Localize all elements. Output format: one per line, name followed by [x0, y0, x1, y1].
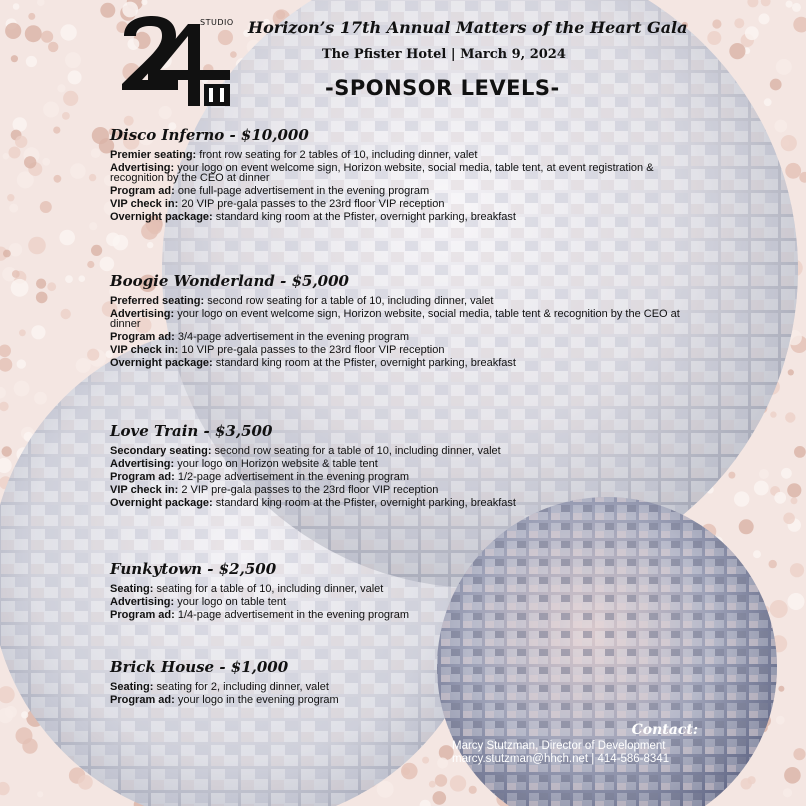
benefit-item [110, 498, 700, 508]
benefit-item [110, 472, 700, 482]
benefit-item [110, 597, 700, 607]
benefit-label: Advertising: [110, 308, 175, 320]
benefit-item [110, 358, 700, 368]
benefit-label: Overnight package: [110, 211, 213, 223]
benefit-text: your logo on event welcome sign, Horizon website, social media, table tent & recognition by the CEO at dinner [110, 308, 680, 330]
benefit-text: your logo in the evening program [174, 694, 339, 706]
benefit-item [110, 212, 700, 222]
benefit-item [110, 150, 700, 160]
benefit-text: seating for 2, including dinner, valet [153, 681, 329, 693]
benefit-text: standard king room at the Pfister, overnight parking, breakfast [212, 357, 516, 369]
level-brick-house [110, 658, 700, 708]
benefit-text: second row seating for a table of 10, including dinner, valet [211, 445, 501, 457]
benefit-item [110, 163, 700, 183]
benefit-label: Program ad: [110, 471, 175, 483]
level-heading: Funkytown - $2,500 [110, 560, 277, 578]
benefit-label: Program ad: [110, 609, 175, 621]
benefit-text: 2 VIP pre-gala passes to the 23rd floor VIP reception [178, 484, 439, 496]
contact-email-phone[interactable]: marcy.stutzman@hhch.net | 414-586-8341 [452, 753, 670, 765]
benefit-item [110, 459, 700, 469]
benefit-text: seating for a table of 10, including dinner, valet [153, 583, 384, 595]
benefit-text: front row seating for 2 tables of 10, including dinner, valet [196, 149, 478, 161]
contact-name: Marcy Stutzman, Director of Development [452, 740, 666, 752]
benefit-text: second row seating for a table of 10, including dinner, valet [204, 295, 494, 307]
benefit-label: Preferred seating: [110, 295, 205, 307]
benefit-item [110, 584, 700, 594]
benefit-label: Secondary seating: [110, 445, 212, 457]
logo-studio-text: STUDIO [200, 18, 234, 27]
level-heading: Brick House - $1,000 [110, 658, 289, 676]
benefit-item [110, 610, 700, 620]
level-heading: Boogie Wonderland - $5,000 [110, 272, 349, 290]
benefit-item [110, 332, 700, 342]
benefit-label: Program ad: [110, 185, 175, 197]
benefit-label: Program ad: [110, 694, 175, 706]
level-funkytown [110, 560, 700, 623]
benefit-item [110, 309, 700, 329]
benefit-text: standard king room at the Pfister, overnight parking, breakfast [212, 211, 516, 223]
studio-24-logo [118, 14, 242, 110]
benefit-text: your logo on table tent [174, 596, 287, 608]
event-venue-date: The Pfister Hotel | March 9, 2024 [322, 47, 566, 62]
benefit-label: Overnight package: [110, 497, 213, 509]
level-boogie-wonderland [110, 272, 700, 371]
benefit-text: 1/4-page advertisement in the evening program [174, 609, 409, 621]
benefit-item [110, 296, 700, 306]
benefit-text: standard king room at the Pfister, overnight parking, breakfast [212, 497, 516, 509]
section-title: -SPONSOR LEVELS- [325, 76, 560, 100]
benefit-item [110, 485, 700, 495]
benefit-label: Advertising: [110, 596, 175, 608]
benefit-label: VIP check in: [110, 484, 179, 496]
benefit-item [110, 446, 700, 456]
benefit-label: VIP check in: [110, 198, 179, 210]
level-heading: Disco Inferno - $10,000 [110, 126, 309, 144]
benefit-label: Advertising: [110, 162, 175, 174]
benefit-item [110, 682, 700, 692]
benefit-text: 1/2-page advertisement in the evening program [174, 471, 409, 483]
benefit-label: Seating: [110, 583, 154, 595]
level-heading: Love Train - $3,500 [110, 422, 273, 440]
benefit-label: Program ad: [110, 331, 175, 343]
benefit-label: Premier seating: [110, 149, 197, 161]
contact-heading: Contact: [631, 722, 698, 738]
benefit-label: Overnight package: [110, 357, 213, 369]
benefit-text: one full-page advertisement in the evening program [174, 185, 430, 197]
benefit-label: VIP check in: [110, 344, 179, 356]
benefit-label: Advertising: [110, 458, 175, 470]
benefit-text: 3/4-page advertisement in the evening program [174, 331, 409, 343]
level-disco-inferno [110, 126, 700, 225]
benefit-item [110, 199, 700, 209]
benefit-item [110, 345, 700, 355]
benefit-text: your logo on event welcome sign, Horizon website, social media, table tent, at event registration & recognition by the CEO at dinner [110, 162, 654, 184]
contact-block [440, 722, 698, 766]
level-love-train [110, 422, 700, 511]
benefit-item [110, 695, 700, 705]
benefit-label: Seating: [110, 681, 154, 693]
benefit-text: 20 VIP pre-gala passes to the 23rd floor VIP reception [178, 198, 445, 210]
benefit-text: 10 VIP pre-gala passes to the 23rd floor VIP reception [178, 344, 445, 356]
event-title: Horizon’s 17th Annual Matters of the Heart Gala [248, 18, 688, 37]
benefit-text: your logo on Horizon website & table tent [174, 458, 378, 470]
benefit-item [110, 186, 700, 196]
